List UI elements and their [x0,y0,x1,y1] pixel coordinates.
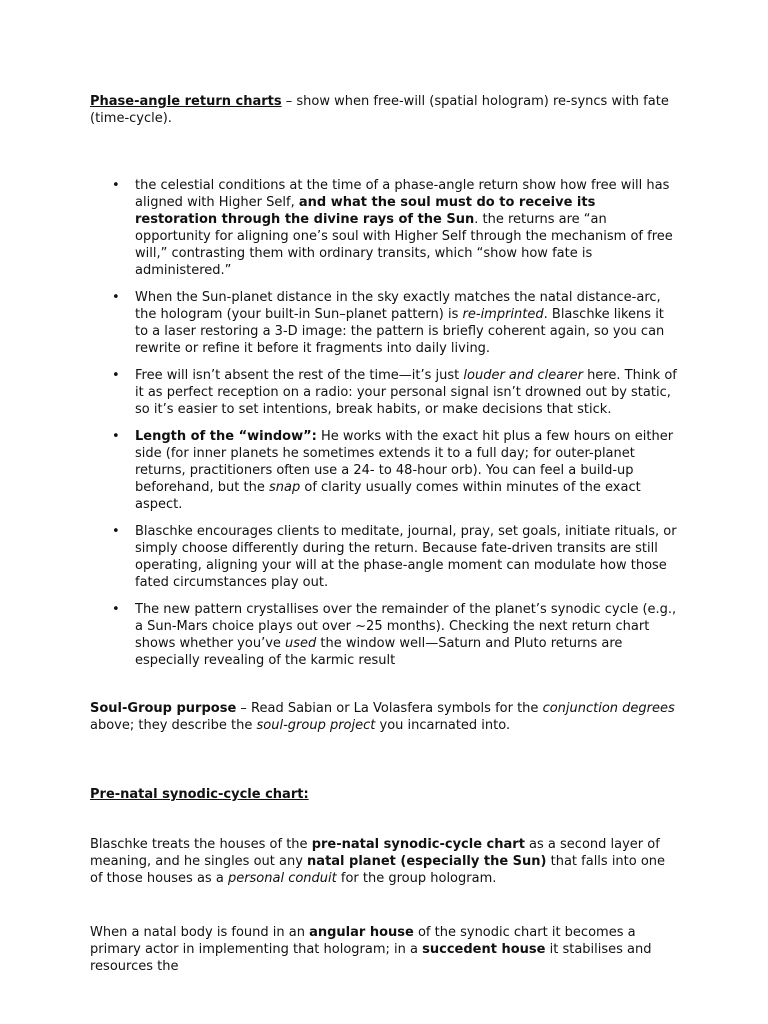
text-run: of clarity usually comes within minutes of the exact aspect. [135,480,641,512]
text-run: The new pattern crystallises over the remainder of the planet’s synodic cycle (e.g., a Sun-Mars choice plays out over ~25 months). Checking the next return chart shows whether you’ve [135,602,677,651]
document-body [90,93,680,975]
item-text [135,602,676,668]
blaschke-paragraph [90,836,680,887]
bold-text: succedent house [422,942,546,957]
text-run: When a natal body is found in an [90,925,310,940]
list-item [90,601,680,669]
bullet-icon: • [112,178,120,193]
bold-text: angular house [309,925,414,940]
bold-text: and what the soul must do to receive its restoration through the divine rays of the Sun [135,195,596,227]
bold-text: natal planet (especially the Sun) [307,854,547,869]
bold-text: pre-natal synodic-cycle chart [311,837,525,852]
text-run: the celestial conditions at the time of a phase-angle return show how free will has aligned with Higher Self, [135,178,670,210]
text-run: Free will isn’t absent the rest of the time—it’s just [135,368,464,383]
bullet-icon: • [112,290,120,305]
italic-text: snap [269,480,301,495]
item-text [135,290,664,356]
text-run: here. Think of it as perfect reception on a radio: your personal signal isn’t drowned out by static, so it’s easier to set intentions, break habits, or make decisions that stick. [135,368,677,417]
bullet-icon: • [112,602,120,617]
bullet-list [90,177,680,669]
text-run: Blaschke encourages clients to meditate, journal, pray, set goals, initiate rituals, or simply choose differently during the return. Because fate-driven transits are still operating, aligning your will at the phase-angle moment can modulate how those fated circumstances play out. [135,524,677,590]
soul-group-paragraph [90,700,680,734]
text-run: . the returns are “an opportunity for aligning one’s soul with Higher Self through the mechanism of free will,” contrasting them with ordinary transits, which “show how fate is administered.” [135,212,673,278]
text-run: as a second layer of meaning, and he singles out any [90,837,660,869]
italic-text: personal conduit [227,871,337,886]
intro-text: – show when free-will (spatial hologram) re-syncs with fate (time-cycle). [90,94,669,126]
text-run: that falls into one of those houses as a [90,854,666,886]
italic-text: louder and clearer [463,368,583,383]
italic-text: used [285,636,317,651]
section-title-phase-angle: Phase-angle return charts [90,94,282,109]
item-text [135,368,677,417]
item-text [135,429,673,512]
list-item [90,367,680,418]
text-run: the window well—Saturn and Pluto returns are especially revealing of the karmic result [135,636,623,668]
item-text [135,178,673,278]
bullet-icon: • [112,368,120,383]
italic-text: soul-group project [256,718,376,733]
list-item [90,523,680,591]
bold-text: Soul-Group purpose [90,701,237,716]
text-run: above; they describe the [90,718,257,733]
italic-text: re-imprinted [462,307,544,322]
text-run: . Blaschke likens it to a laser restoring a 3-D image: the pattern is briefly coherent again, so you can rewrite or refine it before it fragments into daily living. [135,307,665,356]
italic-text: conjunction degrees [542,701,675,716]
text-run: of the synodic chart it becomes a primary actor in implementing that hologram; in a [90,925,636,957]
text-run: He works with the exact hit plus a few hours on either side (for inner planets he sometimes extends it to a full day; for outer-planet returns, practitioners often use a 24- to 48-hour orb). You can feel a build-up beforehand, but the [135,429,674,495]
intro-paragraph [90,93,680,127]
list-item [90,177,680,279]
section-title-prenatal: Pre-natal synodic-cycle chart: [90,787,309,802]
bullet-icon: • [112,524,120,539]
text-run: – Read Sabian or La Volasfera symbols for the [236,701,543,716]
bullet-icon: • [112,429,120,444]
list-item [90,428,680,513]
angular-paragraph [90,924,680,975]
text-run: you incarnated into. [375,718,511,733]
text-run: When the Sun-planet distance in the sky exactly matches the natal distance-arc, the hologram (your built-in Sun–planet pattern) is [135,290,661,322]
text-run: it stabilises and resources the [90,942,652,974]
list-item [90,289,680,357]
text-run: for the group hologram. [336,871,497,886]
text-run: Blaschke treats the houses of the [90,837,312,852]
bold-text: Length of the “window”: [135,429,317,444]
item-text [135,524,677,590]
